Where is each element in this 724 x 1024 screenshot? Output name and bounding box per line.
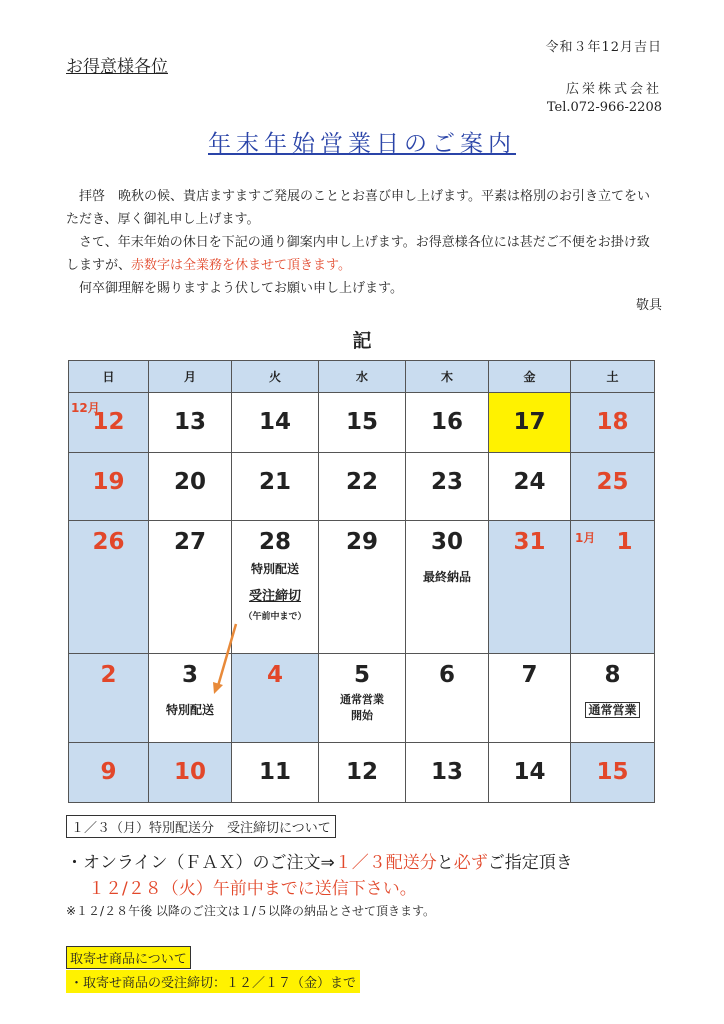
day-cell	[149, 393, 232, 453]
day-number: 15	[345, 409, 378, 435]
day-cell	[232, 393, 319, 453]
day-number: 26	[92, 529, 125, 555]
ki-heading: 記	[352, 330, 372, 352]
day-cell	[406, 743, 489, 803]
month-label-december: 12月	[71, 401, 100, 415]
day-number: 16	[430, 409, 463, 435]
morning-only-note: （午前中まで）	[243, 612, 307, 622]
holiday-calendar	[68, 360, 655, 803]
day-cell	[232, 453, 319, 521]
day-number: 14	[513, 759, 546, 785]
section-special-delivery-heading: １／３（月）特別配送分 受注締切について	[66, 815, 336, 838]
day-number: 24	[513, 469, 546, 495]
day-number: 25	[596, 469, 629, 495]
day-cell	[319, 654, 406, 743]
day-number: 9	[100, 759, 117, 785]
day-number: 19	[92, 469, 125, 495]
day-number: 31	[513, 529, 546, 555]
day-number: 20	[173, 469, 206, 495]
company-name: 広栄株式会社	[565, 82, 662, 97]
weekday-thu: 木	[406, 361, 489, 393]
day-cell	[571, 654, 655, 743]
special-delivery-note: 特別配送	[250, 562, 299, 576]
calendar-week	[69, 521, 655, 654]
day-cell	[69, 393, 149, 453]
footnote: ※１２/２８午後 以降のご注文は１/５以降の納品とさせて頂きます。	[66, 904, 435, 918]
day-cell	[69, 654, 149, 743]
business-resume-note: 通常営業開始	[340, 693, 384, 722]
month-label-january: 1月	[575, 531, 596, 545]
day-number: 21	[258, 469, 291, 495]
day-number: 2	[100, 662, 117, 688]
day-cell	[319, 453, 406, 521]
connector-text: と	[436, 853, 454, 873]
calendar-week	[69, 393, 655, 453]
paragraph-greeting: 拝啓 晩秋の候、貴店ますますご発展のこととお喜び申し上げます。平素は格別のお引き立てをいただき、厚く御礼申し上げます。	[66, 189, 650, 227]
day-number: 27	[173, 529, 206, 555]
weekday-fri: 金	[489, 361, 571, 393]
day-number: 22	[345, 469, 378, 495]
day-number: 18	[596, 409, 629, 435]
day-number: 8	[604, 662, 621, 688]
closing: 敬具	[635, 298, 662, 313]
recipient: お得意様各位	[66, 57, 168, 77]
day-cell	[489, 453, 571, 521]
day-number: 30	[430, 529, 463, 555]
day-cell	[149, 521, 232, 654]
letter-body	[66, 185, 662, 300]
normal-business-note	[571, 702, 654, 718]
paragraph-notice	[66, 231, 662, 277]
day-cell	[69, 521, 149, 654]
day-number: 28	[258, 529, 291, 555]
day-cell	[149, 453, 232, 521]
day-cell	[571, 521, 655, 654]
day-cell	[319, 521, 406, 654]
day-cell	[489, 743, 571, 803]
day-number: 29	[345, 529, 378, 555]
day-number: 4	[266, 662, 283, 688]
day-number: 12	[345, 759, 378, 785]
delivery-date-text: １／３配送分	[334, 853, 437, 873]
order-deadline-note: 受注締切	[248, 589, 301, 604]
day-number: 23	[430, 469, 463, 495]
final-delivery-note: 最終納品	[422, 570, 471, 584]
calendar-week	[69, 654, 655, 743]
order-items-deadline: ・取寄せ商品の受注締切：１２／１７（金）まで	[66, 970, 360, 993]
day-cell	[489, 654, 571, 743]
day-number: 15	[596, 759, 629, 785]
day-number: 14	[258, 409, 291, 435]
normal-business-label: 通常営業	[585, 702, 639, 718]
must-text: 必ず	[453, 853, 488, 873]
day-cell	[319, 393, 406, 453]
calendar-week	[69, 453, 655, 521]
day-number: 7	[521, 662, 538, 688]
day-number: 1	[616, 529, 633, 555]
specify-text: ご指定頂き	[487, 853, 573, 873]
day-number: 10	[173, 759, 206, 785]
weekday-mon: 月	[149, 361, 232, 393]
day-number: 11	[258, 759, 291, 785]
notice-text: さて、年末年始の休日を下記の通り御案内申し上げます。お得意様各位には甚だご不便をお掛け致しますが、	[66, 235, 650, 273]
special-delivery-note: 特別配送	[165, 703, 214, 717]
day-cell-highlight	[489, 393, 571, 453]
day-number: 13	[430, 759, 463, 785]
day-number: 5	[353, 662, 370, 688]
document-date: 令和３年12月吉日	[545, 40, 662, 55]
day-cell	[406, 654, 489, 743]
day-cell	[571, 453, 655, 521]
day-cell	[232, 521, 319, 654]
day-cell	[489, 521, 571, 654]
day-cell	[406, 453, 489, 521]
day-cell	[232, 743, 319, 803]
day-cell	[571, 743, 655, 803]
day-cell	[319, 743, 406, 803]
day-cell	[406, 521, 489, 654]
paragraph-request: 何卒御理解を賜りますよう伏してお願い申し上げます。	[79, 281, 403, 296]
online-order-text: ・オンライン（ＦＡＸ）のご注文⇒	[66, 853, 335, 873]
section-order-items-heading: 取寄せ商品について	[66, 946, 191, 969]
day-number: 13	[173, 409, 206, 435]
telephone: Tel.072-966-2208	[546, 100, 662, 115]
day-cell	[149, 654, 232, 743]
calendar-week	[69, 743, 655, 803]
weekday-wed: 水	[319, 361, 406, 393]
day-number: 3	[181, 662, 198, 688]
online-order-instruction	[66, 848, 573, 873]
day-cell	[69, 743, 149, 803]
page-title: 年末年始営業日のご案内	[208, 131, 516, 157]
day-cell	[232, 654, 319, 743]
send-deadline-text: １２/２８（火）午前中までに送信下さい。	[88, 879, 417, 899]
day-cell	[149, 743, 232, 803]
day-number: 6	[438, 662, 455, 688]
weekday-tue: 火	[232, 361, 319, 393]
weekday-sat: 土	[571, 361, 655, 393]
weekday-sun: 日	[69, 361, 149, 393]
day-number: 12	[92, 409, 125, 435]
day-cell	[406, 393, 489, 453]
weekday-header	[69, 361, 655, 393]
day-cell	[69, 453, 149, 521]
day-number: 17	[513, 409, 546, 435]
notice-red-text: 赤数字は全業務を休ませて頂きます。	[131, 258, 351, 273]
day-cell	[571, 393, 655, 453]
